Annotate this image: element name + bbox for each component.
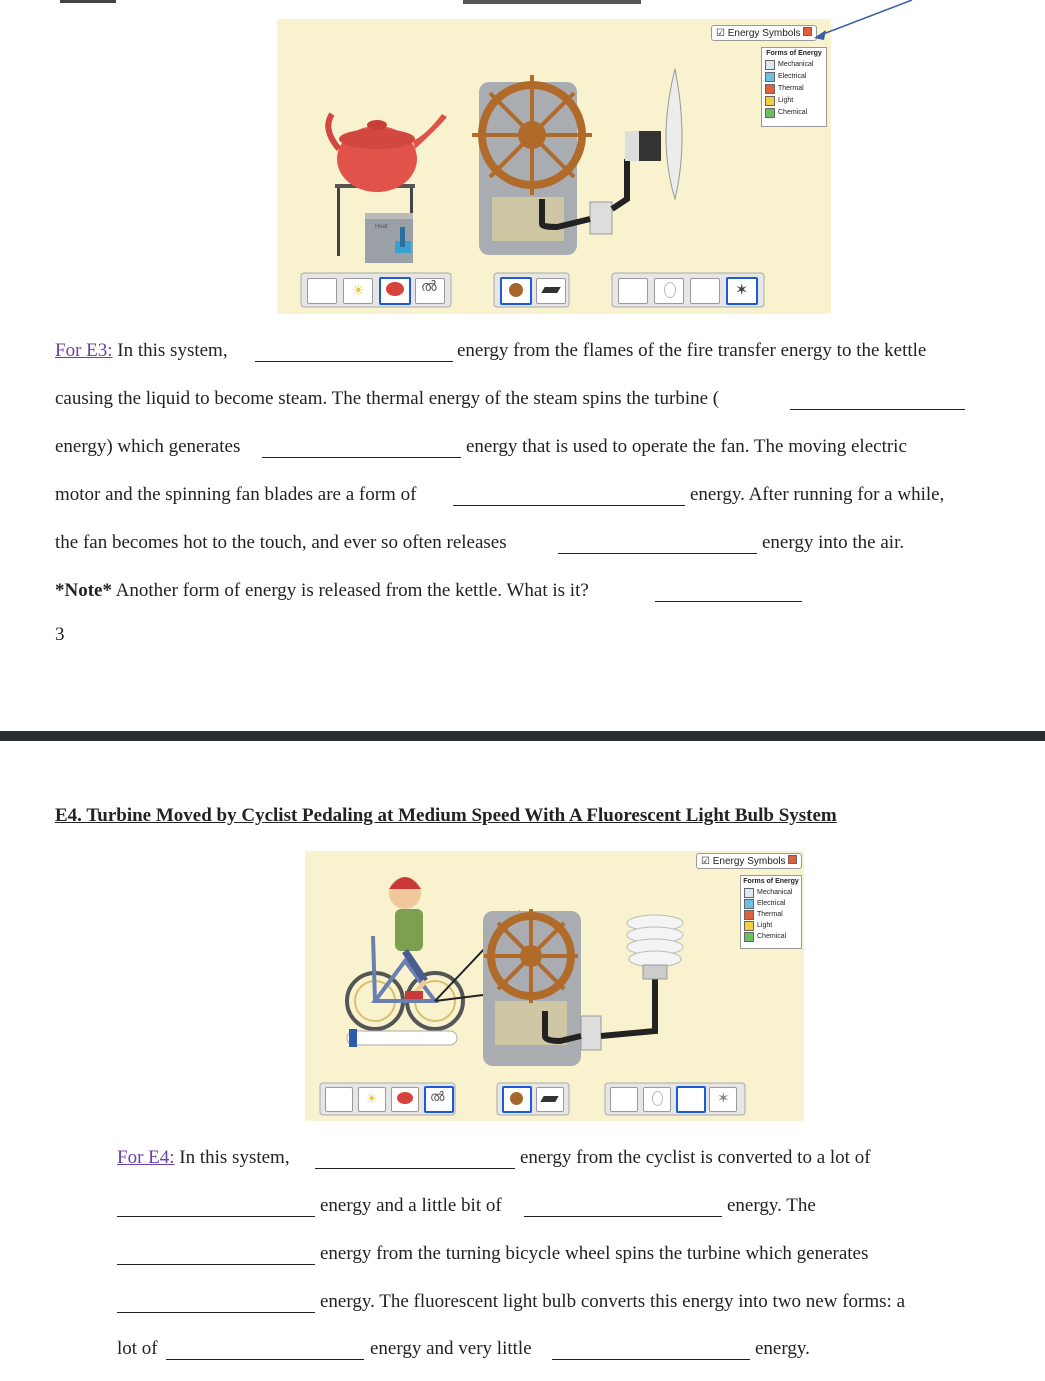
converter-solar-button[interactable] [536, 1087, 564, 1112]
source-sun-button[interactable]: ☀ [343, 278, 373, 304]
e3-blank-3[interactable] [262, 439, 461, 458]
top-fragment-mid [463, 0, 641, 4]
legend-item-mechanical: Mechanical [744, 887, 801, 898]
user-water-button[interactable] [618, 278, 648, 304]
e4-line-2a: energy and a little bit of [320, 1195, 502, 1216]
source-kettle-button[interactable] [379, 277, 411, 305]
simulation-panel-e4 [305, 851, 804, 1121]
e3-blank-5[interactable] [558, 535, 757, 554]
e4-heading: E4. Turbine Moved by Cyclist Pedaling at Medium Speed With A Fluorescent Light Bulb System [55, 805, 837, 826]
page-number: 3 [55, 624, 65, 645]
e3-blank-4[interactable] [453, 487, 685, 506]
e4-blank-1[interactable] [315, 1150, 515, 1169]
energy-symbols-label: Energy Symbols [727, 28, 801, 39]
e4-line-2b: energy. The [727, 1195, 816, 1216]
user-water-button[interactable] [610, 1087, 638, 1112]
e4-blank-2[interactable] [117, 1198, 315, 1217]
user-fan-button[interactable]: ✶ [726, 277, 758, 305]
e3-line-2: causing the liquid to become steam. The thermal energy of the steam spins the turbine ( [55, 388, 720, 409]
simulation-panel-e3 [277, 19, 831, 314]
e3-blank-1[interactable] [255, 343, 453, 362]
forms-of-energy-legend [761, 47, 827, 127]
legend-item-thermal: Thermal [765, 83, 826, 95]
user-fan-button[interactable]: ✶ [709, 1087, 737, 1112]
legend-item-light: Light [765, 95, 826, 107]
user-fluorescent-button[interactable] [690, 278, 720, 304]
e3-line-5a: the fan becomes hot to the touch, and ever so often releases [55, 532, 507, 553]
e4-line-5a: lot of [117, 1338, 158, 1359]
checkbox-checked-icon: ☑ [701, 856, 710, 867]
e3-line-4a: motor and the spinning fan blades are a form of [55, 484, 417, 505]
legend-item-chemical: Chemical [765, 107, 826, 119]
e3-line-3a: energy) which generates [55, 436, 241, 457]
e4-line-4: energy. The fluorescent light bulb converts this energy into two new forms: a [320, 1291, 906, 1312]
e3-link[interactable]: For E3: [55, 340, 113, 361]
energy-chip-icon [788, 855, 797, 864]
e4-line-5c: energy. [755, 1338, 810, 1359]
e3-blank-2[interactable] [790, 391, 965, 410]
e4-blank-3[interactable] [524, 1198, 722, 1217]
e4-link[interactable]: For E4: [117, 1147, 175, 1168]
source-bike-button[interactable]: ൽ [424, 1086, 454, 1113]
e4-line-1b: energy from the cyclist is converted to a lot of [520, 1147, 871, 1168]
legend-item-light: Light [744, 920, 801, 931]
e3-note: *Note* Another form of energy is released from the kettle. What is it? [55, 580, 589, 601]
e3-line-1: For E3: In this system, [55, 340, 228, 361]
energy-symbols-checkbox[interactable] [696, 853, 802, 869]
e4-blank-5[interactable] [117, 1294, 315, 1313]
source-kettle-button[interactable] [391, 1087, 419, 1112]
converter-solar-button[interactable] [536, 278, 566, 304]
user-bulb-button[interactable] [643, 1087, 671, 1112]
e4-blank-7[interactable] [552, 1341, 750, 1360]
source-sun-button[interactable]: ☀ [358, 1087, 386, 1112]
e3-line-1b: energy from the flames of the fire transfer energy to the kettle [457, 340, 927, 361]
e4-line-3: energy from the turning bicycle wheel spins the turbine which generates [320, 1243, 869, 1264]
user-fluorescent-button[interactable] [676, 1086, 706, 1113]
legend-item-electrical: Electrical [765, 71, 826, 83]
converter-turbine-button[interactable] [500, 277, 532, 305]
legend-item-chemical: Chemical [744, 931, 801, 942]
e3-line-5b: energy into the air. [762, 532, 905, 553]
energy-symbols-label: Energy Symbols [712, 856, 786, 867]
e3-line-4b: energy. After running for a while, [690, 484, 945, 505]
e3-line-3b: energy that is used to operate the fan. The moving electric [466, 436, 907, 457]
e4-blank-6[interactable] [166, 1341, 364, 1360]
source-faucet-button[interactable] [325, 1087, 353, 1112]
heat-label: Heat [375, 224, 388, 230]
legend-item-mechanical: Mechanical [765, 59, 826, 71]
top-fragment-left [60, 0, 116, 3]
source-bike-button[interactable]: ൽ [415, 278, 445, 304]
sim-scene-e4 [305, 851, 804, 1121]
sim-scene-e3 [277, 19, 831, 314]
converter-turbine-button[interactable] [502, 1086, 532, 1113]
legend-item-electrical: Electrical [744, 898, 801, 909]
e4-line-1: For E4: In this system, [117, 1147, 290, 1168]
checkbox-checked-icon: ☑ [716, 28, 725, 39]
user-bulb-button[interactable] [654, 278, 684, 304]
legend-item-thermal: Thermal [744, 909, 801, 920]
source-faucet-button[interactable] [307, 278, 337, 304]
e4-line-5b: energy and very little [370, 1338, 532, 1359]
e3-blank-note[interactable] [655, 583, 802, 602]
legend-title: Forms of Energy [766, 50, 822, 57]
legend-title: Forms of Energy [743, 878, 799, 885]
page-break-bar [0, 731, 1045, 741]
e4-blank-4[interactable] [117, 1246, 315, 1265]
annotation-arrow [790, 0, 920, 50]
forms-of-energy-legend [740, 875, 802, 949]
